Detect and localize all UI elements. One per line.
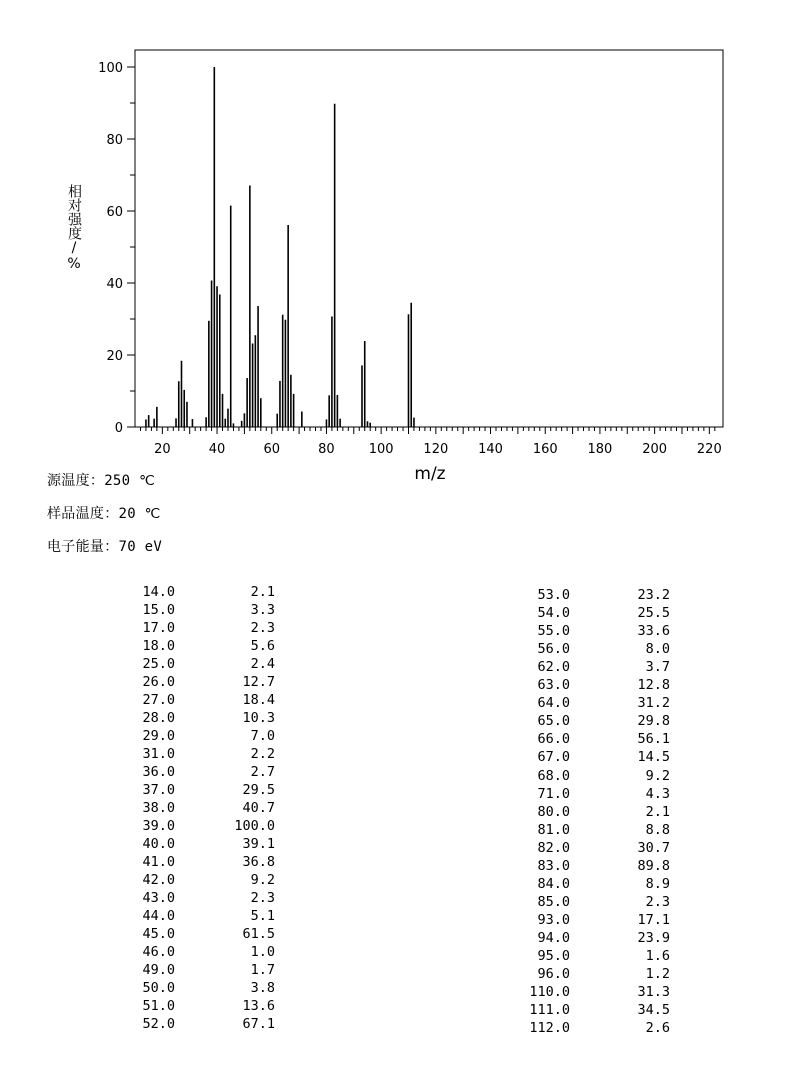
abundance-value: 30.7 (637, 839, 670, 856)
x-tick-label: 60 (263, 442, 281, 457)
mz-value: 80.0 (537, 803, 570, 820)
mz-value: 38.0 (142, 800, 175, 816)
abundance-value: 8.9 (645, 875, 670, 892)
mz-value: 62.0 (537, 659, 570, 676)
abundance-value: 2.1 (645, 803, 670, 820)
abundance-value: 17.1 (637, 911, 670, 928)
mz-value: 26.0 (142, 674, 175, 690)
x-tick-label: 160 (532, 442, 558, 457)
mz-value: 67.0 (537, 749, 570, 766)
x-tick-label: 40 (208, 442, 226, 457)
electron-energy (47, 536, 162, 556)
abundance-value: 34.5 (637, 1002, 670, 1019)
abundance-value: 2.3 (645, 893, 670, 910)
abundance-value: 25.5 (637, 605, 670, 622)
abundance-value: 40.7 (242, 800, 275, 816)
abundance-value: 10.3 (242, 710, 275, 726)
abundance-value: 12.7 (242, 674, 275, 690)
x-tick-label: 200 (642, 442, 668, 457)
abundance-value: 100.0 (234, 818, 275, 834)
abundance-value: 8.8 (645, 821, 670, 838)
abundance-value: 67.1 (242, 1016, 275, 1032)
x-tick-label: 220 (696, 442, 722, 457)
abundance-value: 1.7 (250, 962, 275, 978)
mz-value: 14.0 (142, 584, 175, 600)
mz-value: 93.0 (537, 911, 570, 928)
abundance-value: 36.8 (242, 854, 275, 870)
y-tick-label: 20 (106, 349, 123, 364)
mz-value: 66.0 (537, 731, 570, 748)
mz-value: 53.0 (537, 587, 570, 603)
abundance-value: 3.3 (250, 602, 275, 618)
sample-temp-value: 20 ℃ (118, 506, 161, 522)
mz-value: 39.0 (142, 818, 175, 834)
mz-value: 111.0 (529, 1002, 570, 1019)
mz-value: 46.0 (142, 944, 175, 960)
y-axis-ticks (98, 61, 135, 436)
sample-temperature (47, 503, 161, 523)
abundance-value: 2.6 (645, 1020, 670, 1037)
mz-value: 82.0 (537, 839, 570, 856)
abundance-value: 2.3 (250, 620, 275, 636)
abundance-value: 4.3 (645, 785, 670, 802)
abundance-value: 1.6 (645, 948, 670, 964)
mz-value: 18.0 (142, 638, 175, 654)
mz-value: 95.0 (537, 948, 570, 964)
x-tick-label: 80 (318, 442, 335, 457)
mz-value: 17.0 (142, 620, 175, 636)
abundance-value: 9.2 (250, 872, 275, 888)
y-tick-label: 60 (106, 205, 123, 220)
abundance-value: 3.7 (645, 659, 670, 676)
abundance-value: 3.8 (250, 980, 275, 996)
mz-value: 29.0 (142, 728, 175, 744)
mz-value: 31.0 (142, 746, 175, 762)
mz-value: 45.0 (142, 926, 175, 942)
abundance-value: 2.4 (250, 656, 275, 672)
abundance-value: 29.5 (242, 782, 275, 798)
mz-value: 81.0 (537, 821, 570, 838)
y-axis-label-text: 相对强度/% (66, 184, 82, 272)
mz-value: 43.0 (142, 890, 175, 906)
y-axis-label (66, 183, 82, 272)
mz-value: 83.0 (537, 857, 570, 874)
abundance-value: 31.2 (637, 695, 670, 712)
mz-value: 96.0 (537, 966, 570, 983)
mz-value: 51.0 (142, 998, 175, 1014)
x-tick-label: 20 (154, 442, 171, 457)
x-tick-label: 180 (587, 442, 613, 457)
mz-value: 52.0 (142, 1016, 175, 1032)
abundance-value: 7.0 (250, 728, 275, 744)
abundance-value: 39.1 (242, 836, 275, 852)
abundance-value: 2.7 (250, 764, 275, 780)
abundance-value: 9.2 (645, 767, 670, 784)
source-temp-value: 250 ℃ (104, 473, 156, 489)
mz-value: 71.0 (537, 785, 570, 802)
source-temperature (47, 470, 155, 490)
mz-value: 50.0 (142, 980, 175, 996)
mz-value: 25.0 (142, 656, 175, 672)
y-tick-label: 80 (106, 133, 123, 148)
abundance-value: 5.1 (250, 908, 275, 924)
mz-value: 65.0 (537, 713, 570, 730)
x-axis-ticks (140, 427, 721, 457)
mz-value: 37.0 (142, 782, 175, 798)
abundance-value: 8.0 (645, 641, 670, 658)
mz-value: 15.0 (142, 602, 175, 618)
y-tick-label: 40 (106, 277, 123, 292)
mz-value: 63.0 (537, 677, 570, 694)
x-axis-label: m/z (414, 464, 446, 484)
mz-value: 27.0 (142, 692, 175, 708)
source-temp-label: 源温度： (47, 473, 105, 489)
sample-temp-label: 样品温度： (47, 506, 119, 522)
abundance-value: 12.8 (637, 677, 670, 694)
mz-value: 40.0 (142, 836, 175, 852)
electron-energy-label: 电子能量： (47, 539, 119, 555)
mz-value: 84.0 (537, 875, 570, 892)
mz-value: 28.0 (142, 710, 175, 726)
abundance-value: 1.2 (645, 966, 670, 983)
mz-value: 36.0 (142, 764, 175, 780)
mz-value: 85.0 (537, 893, 570, 910)
mz-value: 55.0 (537, 623, 570, 640)
mz-value: 42.0 (142, 872, 175, 888)
abundance-value: 89.8 (637, 857, 670, 874)
x-tick-label: 120 (423, 442, 449, 457)
x-tick-label: 100 (368, 442, 394, 457)
spectrum-peaks (146, 67, 414, 427)
mz-value: 54.0 (537, 605, 570, 622)
mz-value: 110.0 (529, 984, 570, 1001)
mz-value: 68.0 (537, 767, 570, 784)
y-tick-label: 0 (114, 421, 123, 436)
abundance-value: 23.2 (637, 587, 670, 603)
abundance-value: 2.1 (250, 584, 275, 600)
abundance-value: 23.9 (637, 929, 670, 946)
mz-value: 49.0 (142, 962, 175, 978)
abundance-value: 33.6 (637, 623, 670, 640)
abundance-value: 61.5 (242, 926, 275, 942)
electron-energy-value: 70 eV (118, 539, 163, 555)
abundance-value: 31.3 (637, 984, 670, 1001)
abundance-value: 1.0 (250, 944, 275, 960)
x-tick-label: 140 (478, 442, 503, 457)
mz-value: 41.0 (142, 854, 175, 870)
abundance-value: 18.4 (242, 692, 275, 708)
plot-frame (135, 50, 723, 427)
mz-value: 112.0 (529, 1020, 570, 1037)
mz-value: 94.0 (537, 929, 570, 946)
abundance-value: 56.1 (637, 731, 670, 748)
y-tick-label: 100 (98, 61, 123, 76)
mz-value: 64.0 (537, 695, 570, 712)
abundance-value: 14.5 (637, 749, 670, 766)
abundance-value: 2.2 (250, 746, 275, 762)
abundance-value: 29.8 (637, 713, 670, 730)
mass-spectrum-chart (0, 0, 794, 490)
abundance-value: 5.6 (250, 638, 275, 654)
mz-value: 44.0 (142, 908, 175, 924)
mz-value: 56.0 (537, 641, 570, 658)
abundance-value: 2.3 (250, 890, 275, 906)
abundance-value: 13.6 (242, 998, 275, 1014)
